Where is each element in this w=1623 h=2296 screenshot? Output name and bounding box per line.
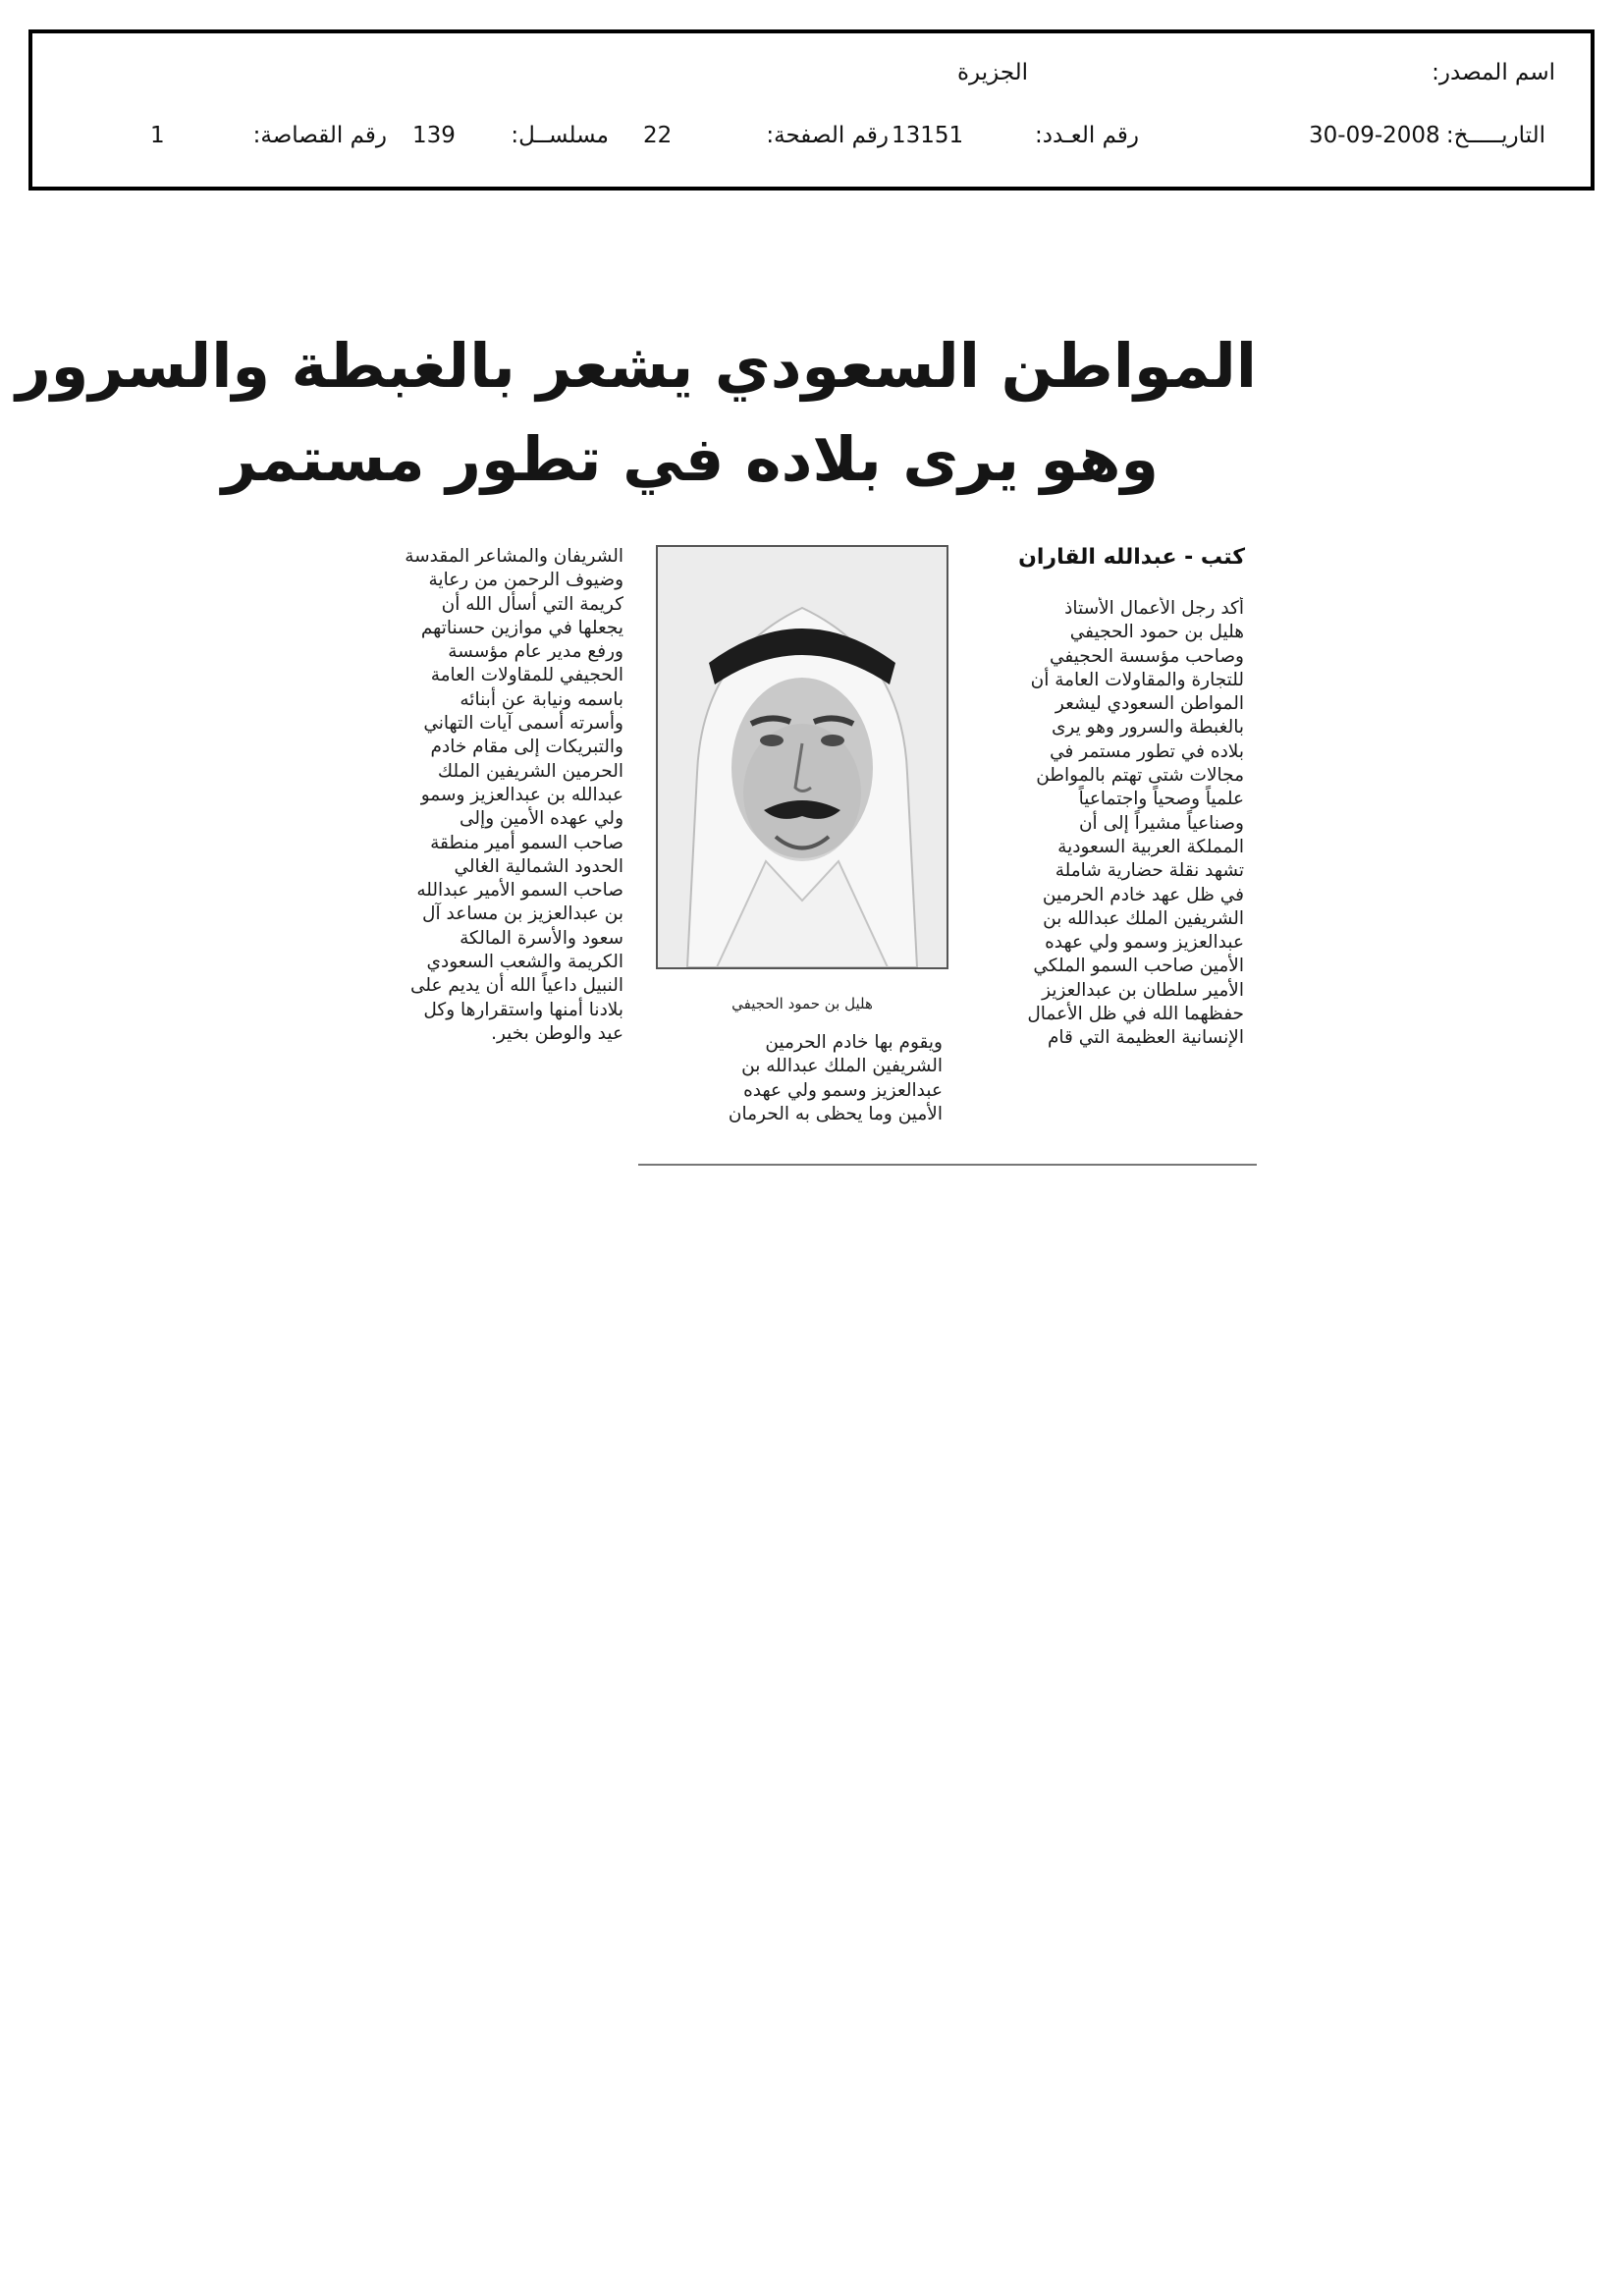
article-column-right: أكد رجل الأعمال الأستاذ هليل بن حمود الحجيفي وصاحب مؤسسة الحجيفي للتجارة والمقاولات العامة أن المواطن السعودي ليشعر بالغبطة والسرور وهو يرى بلاده في تطور مستمر في مجالات شتى تهتم بالمواطن علمياً وصحياً واجتماعياً وصناعياً مشيراً إلى أن المملكة العربية السعودية تشهد نقلة حضارية شاملة في ظل عهد خادم الحرمين الشريفين الملك عبدالله بن عبدالعزيز وسمو ولي عهده الأمين صاحب السمو الملكي الأمير سلطان بن عبدالعزيز حفظهما الله في ظل الأعمال الإنسانية العظيمة التي قام [1027,598,1244,1049]
photo-caption: هليل بن حمود الحجيفي [731,995,873,1012]
portrait-photo [656,545,948,969]
clipping-header-box [28,29,1595,191]
byline: كتب - عبدالله القاران [1018,545,1245,570]
headline-line-2: وهو يرى بلاده في تطور مستمر [221,423,1159,495]
clip-number-value: 1 [150,123,165,148]
article-column-middle: ويقوم بها خادم الحرمين الشريفين الملك عبدالله بن عبدالعزيز وسمو ولي عهده الأمين وما يحظى به الحرمان [728,1032,943,1124]
article-bottom-rule [638,1164,1257,1166]
source-value: الجزيرة [957,60,1029,85]
serial-value: 139 [412,123,456,148]
issue-value: 13151 [892,123,964,148]
source-label: اسم المصدر: [1432,60,1555,85]
issue-label: رقم العـدد: [1034,123,1139,148]
date-value: 30-09-2008 [1309,123,1440,148]
date-label: التاريـــــخ: [1445,123,1545,148]
article-column-left: الشريفان والمشاعر المقدسة وضيوف الرحمن من رعاية كريمة التي أسأل الله أن يجعلها في موازين حسناتهم ورفع مدير عام مؤسسة الحجيفي للمقاولات العامة باسمه ونيابة عن أبنائه وأسرته أسمى آيات التهاني والتبريكات إلى مقام خادم الحرمين الشريفين الملك عبدالله بن عبدالعزيز وسمو ولي عهده الأمين وإلى صاحب السمو أمير منطقة الحدود الشمالية الغالي صاحب السمو الأمير عبدالله بن عبدالعزيز بن مساعد آل سعود والأسرة المالكة الكريمة والشعب السعودي النبيل داعياً الله أن يديم على بلادنا أمنها واستقرارها وكل عيد والوطن بخير. [405,546,623,1044]
headline-line-1: المواطن السعودي يشعر بالغبطة والسرور [16,330,1257,402]
serial-label: مسلســل: [511,123,609,148]
page-number-value: 22 [643,123,673,148]
page-number-label: رقم الصفحة: [766,123,889,148]
clip-number-label: رقم القصاصة: [252,123,387,148]
portrait-illustration [658,547,947,967]
